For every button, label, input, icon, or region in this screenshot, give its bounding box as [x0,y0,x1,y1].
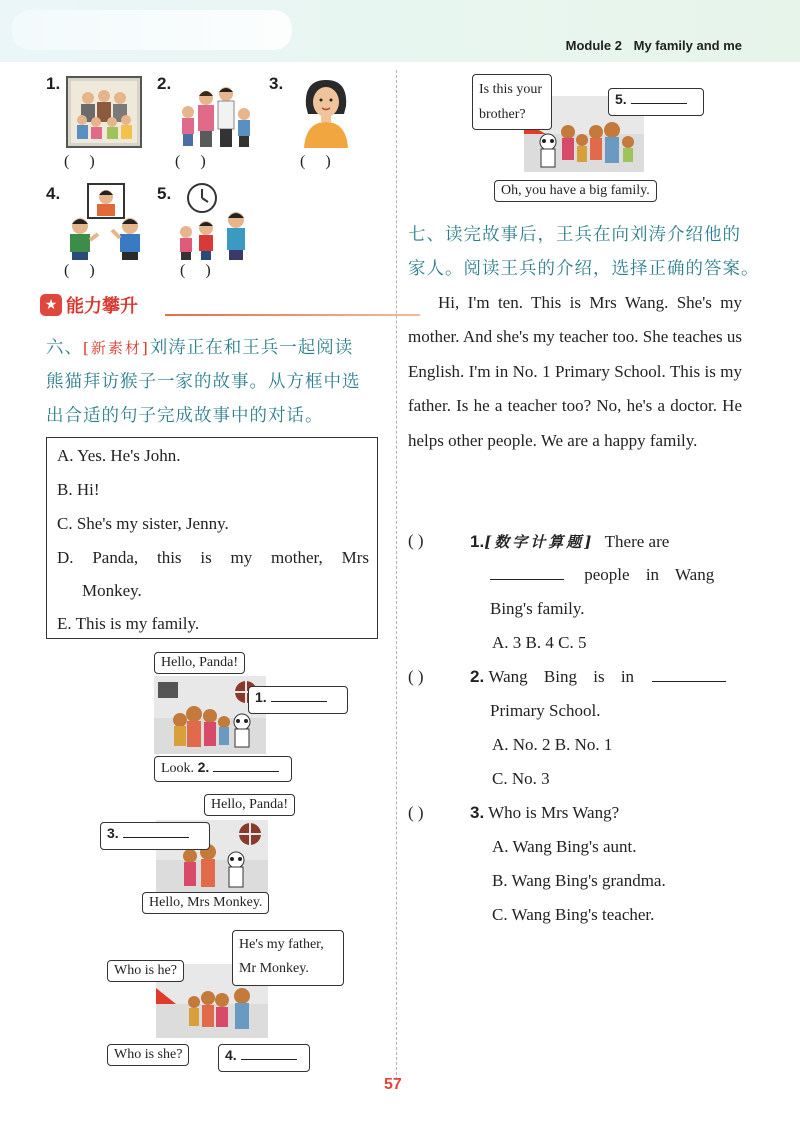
q1-blank[interactable] [490,579,564,580]
pic-number-4: 4. [46,184,61,203]
q3-option-b: B. Wang Bing's grandma. [492,871,666,890]
pic-number-2: 2. [157,74,172,93]
q2-line1 [470,667,726,687]
bubble-hello-panda-2: Hello, Panda! [204,794,295,816]
q3-option-a: A. Wang Bing's aunt. [492,837,637,856]
blank-4[interactable] [241,1059,297,1060]
bubble-answer-3 [100,822,210,850]
q1-line2 [490,565,714,585]
option-a: A. Yes. He's John. [57,446,181,465]
bubble-number-3: 3. [107,825,119,841]
pic-number-5: 5. [157,184,172,203]
blank-2[interactable] [213,771,279,772]
q2-options-1: A. No. 2 B. No. 1 [492,735,613,754]
q1-text-a: There are [604,532,670,551]
blank-1[interactable] [271,701,327,702]
q3-text-a: Who is Mrs Wang? [488,803,620,822]
bubble-answer-1 [248,686,348,714]
q2-options-2: C. No. 3 [492,769,550,788]
option-b: B. Hi! [57,480,100,499]
option-e: E. This is my family. [57,614,200,633]
q1-paren[interactable]: ( ) [408,531,424,550]
section-heading [40,292,380,322]
q1-line1 [470,531,669,552]
pic-number-1: 1. [46,74,61,93]
option-d-continued: Monkey. [82,581,142,600]
new-material-tag: [新素材] [83,339,150,357]
module-label: Module 2 [565,38,622,53]
header-decoration [12,10,292,50]
q2-text-b: Primary School. [490,701,601,720]
part6-instruction-line2: 熊猫拜访猴子一家的故事。从方框中选 [46,372,361,392]
bubble-answer-4 [218,1044,310,1072]
answer-paren-4[interactable]: ( ) [64,262,95,279]
module-topic: My family and me [633,38,742,53]
bubble-father-line1: He's my father, [239,937,324,952]
pic-number-3: 3. [269,74,284,93]
q2-paren[interactable]: ( ) [408,667,424,686]
bubble-hello-panda-1: Hello, Panda! [154,652,245,674]
bubble-father [232,930,344,986]
passage-text: Hi, I'm ten. This is Mrs Wang. She's my mother. And she's my teacher too. She teaches us English. I'm in No. 1 Primary School. This is my father. Is he a teacher too? No, he's a doctor. He helps other people. We are a happy family. [408,293,742,450]
column-divider [396,70,397,1080]
clock-and-children-picture [174,182,256,266]
bubble-number-5: 5. [615,91,627,107]
blank-5[interactable] [631,103,687,104]
part6-instruction-line1 [46,331,353,365]
bubble-hello-mrs-monkey: Hello, Mrs Monkey. [142,892,269,914]
bubble-answer-5 [608,88,704,116]
part7-instruction-line2: 家人。阅读王兵的介绍，选择正确的答案。 [408,259,760,279]
bubble-look [154,756,292,782]
bubble-big-family: Oh, you have a big family. [494,180,657,202]
q1-text-b: people in Wang [584,565,715,584]
q3-line1 [470,803,619,823]
q2-number: 2. [470,667,485,686]
bubble-number-2: 2. [197,759,210,775]
part6-line1-text: 刘涛正在和王兵一起阅读 [149,338,354,358]
answer-paren-5[interactable]: ( ) [180,262,211,279]
option-c: C. She's my sister, Jenny. [57,514,229,533]
boys-and-photo-picture [64,182,158,266]
woman-portrait-picture [296,76,356,152]
bubble-brother-line2: brother? [479,107,526,122]
q3-number: 3. [470,803,485,822]
q3-paren[interactable]: ( ) [408,803,424,822]
q2-blank[interactable] [652,681,726,682]
section-badge-icon: ★ [40,294,62,316]
section-title: 能力攀升 [66,296,138,317]
q1-options: A. 3 B. 4 C. 5 [492,633,587,652]
option-d: D. Panda, this is my mother, Mrs [57,548,369,567]
q1-text-c: Bing's family. [490,599,585,618]
q1-tag: [数字计算题] [484,533,595,551]
answer-paren-1[interactable]: ( ) [64,153,95,170]
part6-instruction-line3: 出合适的句子完成故事中的对话。 [46,406,324,426]
section-underline [165,314,420,316]
blank-3[interactable] [123,837,189,838]
bubble-who-is-he: Who is he? [107,960,184,982]
q3-option-c: C. Wang Bing's teacher. [492,905,655,924]
bubble-brother-line1: Is this your [479,82,542,97]
reading-passage [408,286,742,458]
bubble-father-line2: Mr Monkey. [239,961,309,976]
module-title [566,38,742,53]
q2-text-a: Wang Bing is in [488,667,635,686]
q1-number: 1. [470,532,485,551]
bubble-who-is-she: Who is she? [107,1044,189,1066]
page-number: 57 [384,1076,402,1093]
part6-prefix: 六、 [46,338,83,358]
answer-paren-3[interactable]: ( ) [300,153,331,170]
bubble-number-1: 1. [255,689,267,705]
options-box [46,437,378,639]
bubble-look-text: Look. [161,761,195,776]
family-portrait-picture [66,76,142,152]
bubble-number-4: 4. [225,1047,237,1063]
part7-instruction-line1: 七、读完故事后，王兵在向刘涛介绍他的 [408,225,741,245]
bubble-brother [472,74,552,130]
family-four-picture [176,80,254,154]
answer-paren-2[interactable]: ( ) [175,153,206,170]
